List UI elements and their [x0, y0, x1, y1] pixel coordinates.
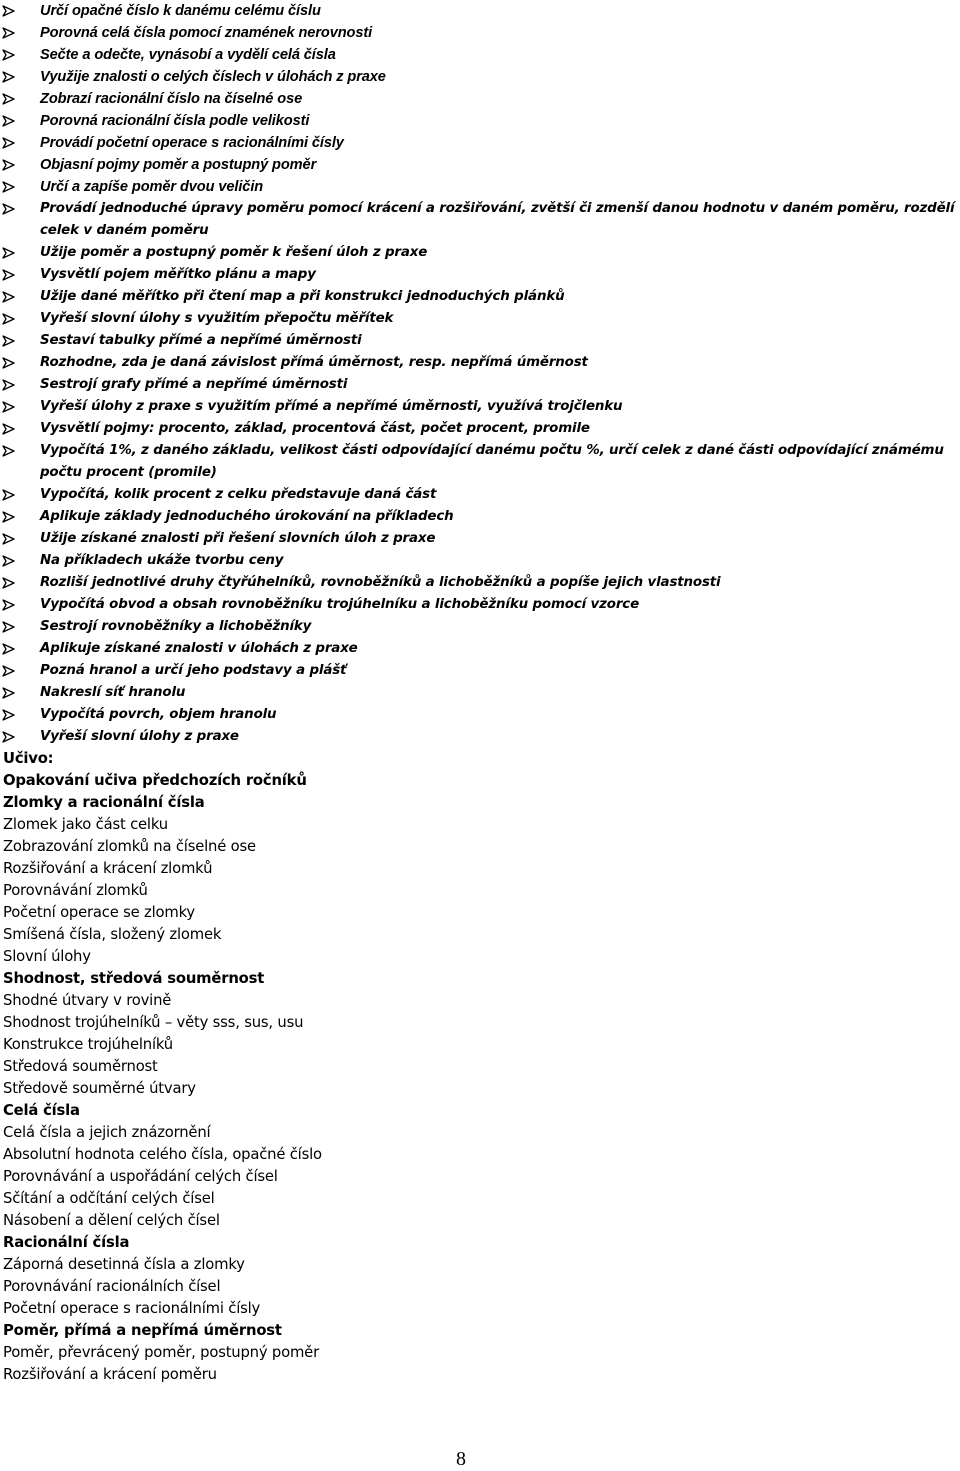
outcome-item: [0, 616, 960, 638]
arrow-bullet-icon: [2, 264, 16, 286]
curriculum-item: Absolutní hodnota celého čísla, opačné číslo: [3, 1146, 322, 1163]
outcome-item: [0, 704, 960, 726]
outcome-item: [0, 308, 960, 330]
curriculum-item: Násobení a dělení celých čísel: [3, 1212, 220, 1229]
outcome-text: Aplikuje získané znalosti v úlohách z praxe: [40, 641, 358, 656]
arrow-bullet-icon: [2, 198, 16, 220]
arrow-bullet-icon: [2, 682, 16, 704]
outcome-text: Nakreslí síť hranolu: [40, 685, 186, 700]
outcome-text: Rozliší jednotlivé druhy čtyřúhelníků, rovnoběžníků a lichoběžníků a popíše jejich vlastnosti: [40, 575, 721, 590]
curriculum-item: Porovnávání racionálních čísel: [3, 1278, 221, 1295]
outcome-text: Sestaví tabulky přímé a nepřímé úměrnosti: [40, 333, 362, 348]
outcome-text: Vypočítá obvod a obsah rovnoběžníku trojúhelníku a lichoběžníku pomocí vzorce: [40, 597, 640, 612]
arrow-bullet-icon: [2, 638, 16, 660]
outcome-item: [0, 264, 960, 286]
curriculum-item: Středově souměrné útvary: [3, 1080, 196, 1097]
outcome-text: Porovná racionální čísla podle velikosti: [40, 113, 310, 129]
curriculum-item: Porovnávání a uspořádání celých čísel: [3, 1168, 278, 1185]
outcome-text: Aplikuje základy jednoduchého úrokování na příkladech: [40, 509, 454, 524]
arrow-bullet-icon: [2, 484, 16, 506]
curriculum-item: Sčítání a odčítání celých čísel: [3, 1190, 215, 1207]
outcome-text: Zobrazí racionální číslo na číselné ose: [40, 91, 303, 107]
curriculum-item: Smíšená čísla, složený zlomek: [3, 926, 222, 943]
arrow-bullet-icon: [2, 418, 16, 440]
arrow-bullet-icon: [2, 616, 16, 638]
section-heading: Racionální čísla: [3, 1234, 130, 1251]
arrow-bullet-icon: [2, 176, 16, 198]
outcome-text: Provádí početní operace s racionálními čísly: [40, 135, 344, 151]
outcome-item: [0, 0, 960, 22]
arrow-bullet-icon: [2, 110, 16, 132]
outcome-item: [0, 66, 960, 88]
outcome-item: [0, 22, 960, 44]
page-number: 8: [456, 1448, 466, 1470]
outcome-item: [0, 44, 960, 66]
section-heading: Zlomky a racionální čísla: [3, 794, 205, 811]
curriculum-item: Slovní úlohy: [3, 948, 91, 965]
outcome-item: [0, 440, 955, 484]
outcome-item: [0, 176, 960, 198]
curriculum-item: Středová souměrnost: [3, 1058, 158, 1075]
curriculum-item: Zobrazování zlomků na číselné ose: [3, 838, 256, 855]
outcome-text: Vypočítá povrch, objem hranolu: [40, 707, 277, 722]
curriculum-item: Početní operace se zlomky: [3, 904, 195, 921]
outcome-item: [0, 484, 960, 506]
outcome-item: [0, 572, 960, 594]
arrow-bullet-icon: [2, 88, 16, 110]
outcome-text: Vysvětlí pojmy: procento, základ, procentová část, počet procent, promile: [40, 421, 590, 436]
outcome-text: Užije získané znalosti při řešení slovních úloh z praxe: [40, 531, 436, 546]
arrow-bullet-icon: [2, 66, 16, 88]
outcome-text: Vypočítá 1%, z daného základu, velikost části odpovídající danému počtu %, určí celek z dané části odpovídající známému počtu procent (promile): [40, 443, 944, 480]
arrow-bullet-icon: [2, 572, 16, 594]
arrow-bullet-icon: [2, 440, 16, 462]
arrow-bullet-icon: [2, 308, 16, 330]
outcome-item: [0, 528, 960, 550]
outcome-item: [0, 374, 960, 396]
arrow-bullet-icon: [2, 352, 16, 374]
curriculum-item: Konstrukce trojúhelníků: [3, 1036, 173, 1053]
arrow-bullet-icon: [2, 594, 16, 616]
section-heading: Učivo:: [3, 750, 54, 767]
outcome-text: Vyřeší slovní úlohy z praxe: [40, 729, 239, 744]
outcome-text: Určí a zapíše poměr dvou veličin: [40, 179, 264, 195]
outcome-text: Vyřeší úlohy z praxe s využitím přímé a nepřímé úměrnosti, využívá trojčlenku: [40, 399, 623, 414]
curriculum-item: Celá čísla a jejich znázornění: [3, 1124, 211, 1141]
outcome-text: Určí opačné číslo k danému celému číslu: [40, 3, 321, 19]
outcome-text: Objasní pojmy poměr a postupný poměr: [40, 157, 317, 173]
arrow-bullet-icon: [2, 286, 16, 308]
outcome-item: [0, 286, 960, 308]
section-heading: Shodnost, středová souměrnost: [3, 970, 265, 987]
arrow-bullet-icon: [2, 330, 16, 352]
outcome-item: [0, 330, 960, 352]
arrow-bullet-icon: [2, 550, 16, 572]
outcome-item: [0, 550, 960, 572]
outcome-item: [0, 396, 960, 418]
outcome-text: Vysvětlí pojem měřítko plánu a mapy: [40, 267, 316, 282]
section-heading: Celá čísla: [3, 1102, 80, 1119]
section-heading: Poměr, přímá a nepřímá úměrnost: [3, 1322, 282, 1339]
outcome-item: [0, 418, 960, 440]
curriculum-item: Rozšiřování a krácení poměru: [3, 1366, 217, 1383]
outcome-text: Sestrojí rovnoběžníky a lichoběžníky: [40, 619, 312, 634]
arrow-bullet-icon: [2, 242, 16, 264]
curriculum-item: Poměr, převrácený poměr, postupný poměr: [3, 1344, 319, 1361]
arrow-bullet-icon: [2, 0, 16, 22]
outcome-item: [0, 154, 960, 176]
arrow-bullet-icon: [2, 528, 16, 550]
section-heading: Opakování učiva předchozích ročníků: [3, 772, 307, 789]
outcome-item: [0, 506, 960, 528]
curriculum-item: Záporná desetinná čísla a zlomky: [3, 1256, 245, 1273]
curriculum-item: Porovnávání zlomků: [3, 882, 148, 899]
outcome-text: Rozhodne, zda je daná závislost přímá úměrnost, resp. nepřímá úměrnost: [40, 355, 588, 370]
outcome-text: Provádí jednoduché úpravy poměru pomocí krácení a rozšiřování, zvětší či zmenší danou hodnotu v daném poměru, rozdělí celek v daném poměru: [40, 201, 955, 238]
outcome-item: [0, 352, 960, 374]
curriculum-list: [0, 748, 960, 1386]
outcome-item: [0, 638, 960, 660]
arrow-bullet-icon: [2, 506, 16, 528]
outcome-item: [0, 132, 960, 154]
outcome-item: [0, 726, 960, 748]
outcome-item: [0, 682, 960, 704]
outcome-text: Vypočítá, kolik procent z celku představuje daná část: [40, 487, 437, 502]
outcome-text: Využije znalosti o celých číslech v úlohách z praxe: [40, 69, 386, 85]
outcome-item: [0, 110, 960, 132]
outcome-text: Vyřeší slovní úlohy s využitím přepočtu měřítek: [40, 311, 394, 326]
outcome-text: Užije poměr a postupný poměr k řešení úloh z praxe: [40, 245, 428, 260]
arrow-bullet-icon: [2, 660, 16, 682]
arrow-bullet-icon: [2, 374, 16, 396]
curriculum-item: Shodné útvary v rovině: [3, 992, 172, 1009]
arrow-bullet-icon: [2, 44, 16, 66]
arrow-bullet-icon: [2, 396, 16, 418]
arrow-bullet-icon: [2, 22, 16, 44]
outcome-text: Užije dané měřítko při čtení map a při konstrukci jednoduchých plánků: [40, 289, 565, 304]
outcome-item: [0, 198, 955, 242]
curriculum-item: Rozšiřování a krácení zlomků: [3, 860, 213, 877]
outcome-text: Porovná celá čísla pomocí znamének nerovnosti: [40, 25, 373, 41]
curriculum-item: Početní operace s racionálními čísly: [3, 1300, 261, 1317]
curriculum-item: Shodnost trojúhelníků – věty sss, sus, usu: [3, 1014, 304, 1031]
arrow-bullet-icon: [2, 154, 16, 176]
arrow-bullet-icon: [2, 132, 16, 154]
outcome-text: Na příkladech ukáže tvorbu ceny: [40, 553, 284, 568]
arrow-bullet-icon: [2, 726, 16, 748]
outcome-text: Sečte a odečte, vynásobí a vydělí celá čísla: [40, 47, 336, 63]
arrow-bullet-icon: [2, 704, 16, 726]
outcome-text: Sestrojí grafy přímé a nepřímé úměrnosti: [40, 377, 348, 392]
outcome-item: [0, 594, 960, 616]
curriculum-item: Zlomek jako část celku: [3, 816, 168, 833]
outcome-text: Pozná hranol a určí jeho podstavy a plášť: [40, 663, 347, 678]
outcome-item: [0, 88, 960, 110]
outcome-item: [0, 660, 960, 682]
outcome-item: [0, 242, 960, 264]
